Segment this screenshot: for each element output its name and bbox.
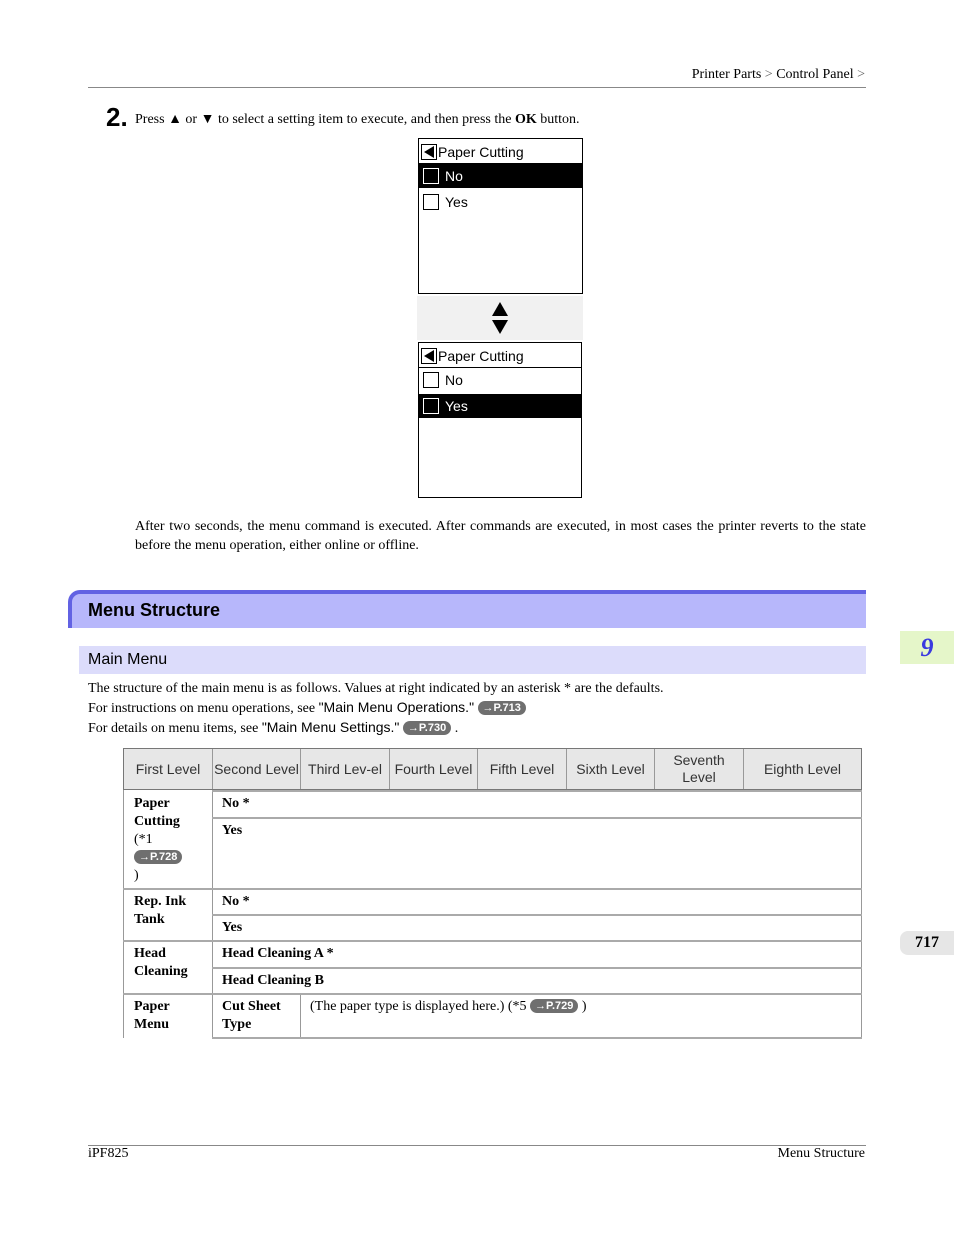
footer-divider — [88, 1145, 866, 1146]
link-main-menu-settings[interactable]: "Main Menu Settings." — [261, 719, 400, 735]
checkbox-icon — [423, 194, 439, 210]
up-down-arrows — [417, 296, 583, 340]
up-arrow-icon: ▲ — [168, 112, 182, 127]
lcd-option-no[interactable]: No — [419, 164, 582, 188]
table-cell-first-level: Paper Menu — [134, 999, 170, 1032]
ok-button-label: OK — [514, 112, 537, 127]
lcd-option-yes[interactable]: Yes — [419, 394, 581, 418]
table-cell-first-level: Rep. Ink Tank — [134, 894, 187, 927]
back-arrow-icon — [421, 348, 437, 364]
table-cell: Yes — [222, 823, 243, 838]
page-ref-badge[interactable]: →P.730 — [403, 721, 451, 735]
lcd-title: Paper Cutting — [421, 141, 579, 162]
subsection-title: Main Menu — [88, 651, 168, 668]
column-header: Eighth Level — [763, 760, 842, 777]
lcd-option-yes[interactable]: Yes — [419, 190, 582, 214]
triangle-up-icon — [492, 302, 508, 316]
step-number: 2. — [106, 102, 128, 132]
column-header: First Level — [124, 749, 213, 789]
triangle-down-icon — [492, 320, 508, 334]
column-header: Second Level — [213, 749, 301, 789]
section-title: Menu Structure — [88, 600, 221, 620]
lcd-title: Paper Cutting — [421, 345, 579, 366]
footer-section: Menu Structure — [777, 1146, 865, 1161]
page-ref-badge[interactable]: →P.713 — [478, 701, 526, 715]
intro-text: The structure of the main menu is as follows. Values at right indicated by an asterisk * are the defaults. For instructions on menu operations, see "Main Menu Operations." →P.713 For details on menu items, see "Main Menu Settings." →P.730 . — [88, 681, 664, 736]
lcd-panel-top — [418, 138, 583, 294]
page-ref-badge[interactable]: →P.728 — [134, 850, 182, 864]
footer-model: iPF825 — [88, 1146, 129, 1161]
page-ref-badge[interactable]: →P.729 — [530, 999, 578, 1013]
table-cell: Head Cleaning A * — [222, 946, 334, 961]
breadcrumb-item[interactable]: Control Panel — [776, 67, 854, 82]
page-number-tab: 717 — [900, 931, 954, 955]
table-cell: No * — [222, 894, 250, 909]
table-cell: (The paper type is displayed here.) (*5 →P.729 ) — [310, 999, 587, 1014]
breadcrumb-item[interactable]: Printer Parts — [691, 67, 762, 82]
subsection-header-bar — [79, 646, 866, 674]
checkbox-icon — [423, 398, 439, 414]
table-cell-first-level: Paper Cutting (*1 →P.728 ) — [134, 795, 182, 885]
column-header: Seventh Level — [655, 749, 744, 789]
table-cell-first-level: Head Cleaning — [134, 946, 188, 979]
checkbox-icon — [423, 372, 439, 388]
back-arrow-icon — [421, 144, 437, 160]
breadcrumb-separator: > — [857, 67, 865, 82]
checkbox-icon — [423, 168, 439, 184]
chapter-tab[interactable]: 9 — [900, 631, 954, 664]
down-arrow-icon: ▼ — [200, 112, 215, 127]
breadcrumb — [692, 67, 865, 83]
lcd-panel-bottom — [418, 342, 582, 498]
table-cell: Cut Sheet Type — [222, 999, 281, 1032]
table-header — [123, 748, 862, 790]
lcd-option-no[interactable]: No — [419, 368, 581, 392]
step-instruction: Press ▲ or ▼ to select a setting item to execute, and then press the OK button. — [135, 112, 580, 127]
column-header: Sixth Level — [567, 749, 655, 789]
after-paragraph: After two seconds, the menu command is executed. After commands are executed, in most cases the printer reverts to the state before the menu operation, either online or offline. — [135, 519, 866, 553]
link-main-menu-operations[interactable]: "Main Menu Operations." — [318, 699, 475, 715]
breadcrumb-separator: > — [764, 67, 773, 82]
column-header: Third Lev-el — [301, 749, 390, 789]
table-cell: Yes — [222, 920, 243, 935]
table-cell: No * — [222, 796, 250, 811]
column-header: Fifth Level — [478, 749, 567, 789]
column-header: Fourth Level — [390, 749, 478, 789]
table-cell: Head Cleaning B — [222, 973, 324, 988]
header-divider — [88, 87, 866, 88]
